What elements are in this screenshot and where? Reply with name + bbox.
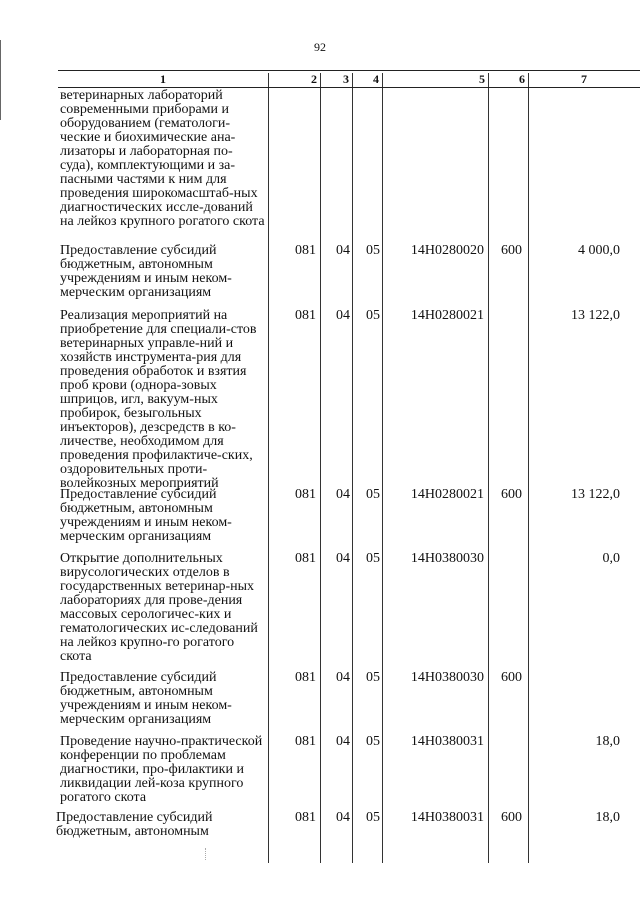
row-description: Предоставление субсидий бюджетным, автономным учреждениям и иным неком-мерческим организациям — [60, 487, 232, 544]
header-col-1: 1 — [160, 72, 166, 86]
row-target-code: 14Н0380031 — [410, 734, 484, 749]
row-admin-code: 081 — [295, 487, 316, 502]
row-description: Проведение научно-практической конференции по проблемам диагностики, про-филактики и ликвидации лей-коза крупного рогатого скота — [60, 734, 263, 805]
header-col-2: 2 — [311, 72, 317, 86]
row-admin-code: 081 — [295, 670, 316, 685]
row-section-code: 04 — [336, 670, 350, 685]
row-expense-type: 600 — [501, 243, 522, 258]
row-section-code: 04 — [336, 734, 350, 749]
scan-artifact — [205, 848, 206, 860]
row-description: ветеринарных лабораторий современными приборами и оборудованием (гематологи-ческие и биохимические ана-лизаторы и лабораторная по-суда), комплектующими и за-пасными частями к ним для проведения широкомасштаб-ных диагностических иссле-дований на лейкоз крупного рогатого скота — [60, 88, 265, 229]
page-number: 92 — [314, 40, 326, 54]
row-expense-type: 600 — [501, 487, 522, 502]
row-section-code: 04 — [336, 551, 350, 566]
row-admin-code: 081 — [295, 734, 316, 749]
row-section-code: 04 — [336, 308, 350, 323]
row-section-code: 04 — [336, 810, 350, 825]
row-admin-code: 081 — [295, 810, 316, 825]
row-description: Предоставление субсидий бюджетным, автономным — [56, 810, 213, 839]
column-divider — [488, 73, 489, 863]
column-divider — [382, 73, 383, 863]
row-subsection-code: 05 — [366, 670, 380, 685]
row-amount: 0,0 — [602, 551, 620, 566]
header-col-6: 6 — [519, 72, 525, 86]
row-amount: 13 122,0 — [571, 308, 620, 323]
row-target-code: 14Н0380030 — [410, 670, 484, 685]
row-amount: 18,0 — [595, 734, 620, 749]
row-target-code: 14Н0280021 — [410, 308, 484, 323]
row-admin-code: 081 — [295, 308, 316, 323]
row-expense-type: 600 — [501, 810, 522, 825]
row-amount: 4 000,0 — [578, 243, 620, 258]
row-subsection-code: 05 — [366, 810, 380, 825]
row-admin-code: 081 — [295, 243, 316, 258]
row-amount: 18,0 — [595, 810, 620, 825]
row-subsection-code: 05 — [366, 243, 380, 258]
header-col-4: 4 — [373, 72, 379, 86]
header-col-3: 3 — [343, 72, 349, 86]
row-subsection-code: 05 — [366, 487, 380, 502]
row-target-code: 14Н0280021 — [410, 487, 484, 502]
table-top-rule — [58, 70, 640, 71]
row-target-code: 14Н0280020 — [410, 243, 484, 258]
row-amount: 13 122,0 — [571, 487, 620, 502]
header-col-5: 5 — [479, 72, 485, 86]
header-col-7: 7 — [581, 72, 587, 86]
column-divider — [268, 73, 269, 863]
row-description: Предоставление субсидий бюджетным, автономным учреждениям и иным неком-мерческим организациям — [60, 243, 232, 300]
row-target-code: 14Н0380031 — [410, 810, 484, 825]
row-section-code: 04 — [336, 487, 350, 502]
row-description: Предоставление субсидий бюджетным, автономным учреждениям и иным неком-мерческим организациям — [60, 670, 232, 727]
row-admin-code: 081 — [295, 551, 316, 566]
row-subsection-code: 05 — [366, 551, 380, 566]
row-description: Реализация мероприятий на приобретение для специали-стов ветеринарных управле-ний и хозяйств инструмента-рия для проведения обработок и взятия проб крови (однора-зовых шприцов, игл, вакуум-ных пробирок, безыгольных инъекторов), дезсредств в ко-личестве, необходимом для проведения профилактиче-ских, оздоровительных проти-волейкозных мероприятий — [60, 308, 257, 491]
row-description: Открытие дополнительных вирусологических отделов в государственных ветеринар-ных лабораториях для прове-дения массовых серологичес-ких и гематологических ис-следований на лейкоз крупно-го рогатого скота — [60, 551, 258, 664]
row-subsection-code: 05 — [366, 308, 380, 323]
row-target-code: 14Н0380030 — [410, 551, 484, 566]
row-subsection-code: 05 — [366, 734, 380, 749]
row-expense-type: 600 — [501, 670, 522, 685]
row-section-code: 04 — [336, 243, 350, 258]
